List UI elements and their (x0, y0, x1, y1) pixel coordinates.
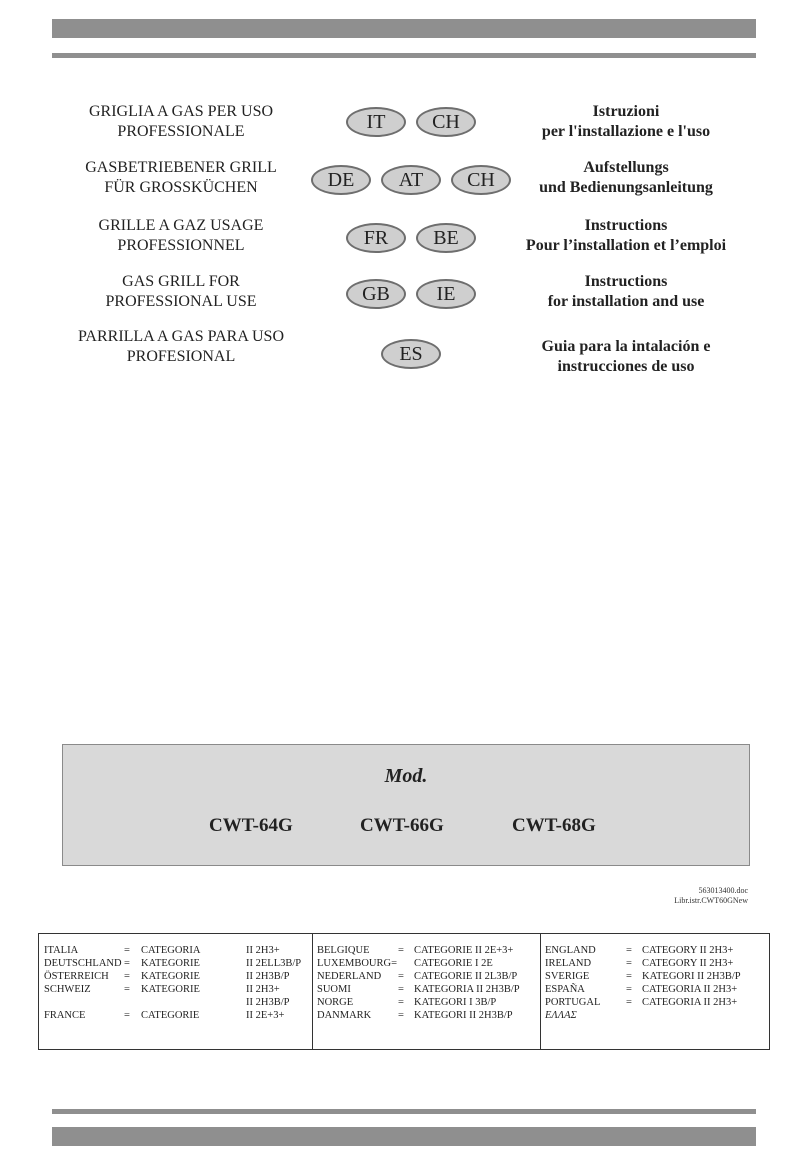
product-title (50, 272, 312, 312)
country-name: SVERIGE (545, 971, 590, 982)
top-decorative-rule (52, 53, 756, 58)
instructions-line: instrucciones de uso (557, 358, 695, 375)
country-name: DEUTSCHLAND (44, 958, 122, 969)
language-row-fr (0, 216, 808, 260)
category-label: KATEGORI II 2H3B/P (414, 1010, 513, 1021)
category-row (541, 944, 771, 957)
equals-sign: = (398, 1010, 404, 1021)
category-code: II 2ELL3B/P (246, 958, 302, 969)
model-label: Mod. (384, 765, 428, 787)
category-code: II 2E+3+ (246, 1010, 285, 1021)
country-name: ESPAÑA (545, 984, 585, 995)
category-code: II 2H3B/P (246, 997, 290, 1008)
category-label: KATEGORIE (141, 971, 200, 982)
country-name: BELGIQUE (317, 945, 370, 956)
product-title-line: PROFESSIONAL USE (105, 293, 257, 310)
instructions-title (510, 216, 742, 256)
gas-category-table (38, 933, 770, 1050)
instructions-title (510, 102, 742, 142)
country-badge: IE (416, 279, 476, 309)
language-row-gb (0, 272, 808, 316)
country-name: LUXEMBOURG= (317, 958, 398, 969)
equals-sign: = (124, 984, 130, 995)
country-badge: FR (346, 223, 406, 253)
equals-sign: = (626, 945, 632, 956)
country-badge: DE (311, 165, 371, 195)
top-decorative-bar (52, 19, 756, 38)
category-label: CATEGORY II 2H3+ (642, 945, 734, 956)
country-badge: ES (381, 339, 441, 369)
country-name: NEDERLAND (317, 971, 382, 982)
instructions-line: Instructions (584, 217, 668, 234)
product-title-line: PROFESSIONALE (117, 123, 245, 140)
model-name: CWT-66G (360, 815, 444, 836)
country-name: IRELAND (545, 958, 592, 969)
equals-sign: = (398, 984, 404, 995)
country-name: DANMARK (317, 1010, 372, 1021)
document-library: Libr.istr.CWT60GNew (674, 896, 748, 905)
instructions-title (510, 158, 742, 198)
equals-sign: = (398, 997, 404, 1008)
country-name: ΕΛΛΑΣ (545, 1010, 577, 1021)
category-row (39, 970, 312, 983)
country-name: SUOMI (317, 984, 351, 995)
category-label: KATEGORIE (141, 958, 200, 969)
model-name: CWT-68G (512, 815, 596, 836)
country-badge: GB (346, 279, 406, 309)
category-row (313, 944, 540, 957)
category-row (313, 957, 540, 970)
category-row (313, 983, 540, 996)
instructions-title (510, 337, 742, 377)
category-row (541, 957, 771, 970)
country-badge: BE (416, 223, 476, 253)
bottom-decorative-bar (52, 1127, 756, 1146)
equals-sign: = (626, 971, 632, 982)
country-name: NORGE (317, 997, 354, 1008)
category-label: CATEGORIE II 2L3B/P (414, 971, 518, 982)
category-row (541, 996, 771, 1009)
equals-sign: = (398, 945, 404, 956)
instructions-line: Instructions (584, 273, 668, 290)
language-row-es (0, 327, 808, 375)
product-title-line: PROFESIONAL (126, 348, 236, 365)
category-label: CATEGORIE (141, 1010, 200, 1021)
country-badge: CH (451, 165, 511, 195)
category-code: II 2H3B/P (246, 971, 290, 982)
instructions-line: und Bedienungsanleitung (539, 179, 713, 196)
category-row (541, 970, 771, 983)
product-title-line: FÜR GROSSKÜCHEN (104, 179, 258, 196)
category-row (313, 996, 540, 1009)
country-name: ITALIA (44, 945, 79, 956)
country-badge: IT (346, 107, 406, 137)
country-name: ENGLAND (545, 945, 596, 956)
country-name: ÖSTERREICH (44, 971, 109, 982)
equals-sign: = (626, 958, 632, 969)
product-title-line: PARRILLA A GAS PARA USO (77, 328, 284, 345)
category-row (313, 970, 540, 983)
instructions-line: Aufstellungs (583, 159, 669, 176)
equals-sign: = (626, 984, 632, 995)
instructions-line: for installation and use (547, 293, 705, 310)
product-title-line: GASBETRIEBENER GRILL (85, 159, 277, 176)
language-row-de (0, 158, 808, 202)
category-row (39, 944, 312, 957)
instructions-title (510, 272, 742, 312)
model-name: CWT-64G (209, 815, 293, 836)
country-name: PORTUGAL (545, 997, 601, 1008)
category-label: CATEGORIE II 2E+3+ (414, 945, 514, 956)
category-label: CATEGORIE I 2E (414, 958, 493, 969)
equals-sign: = (124, 958, 130, 969)
bottom-decorative-rule (52, 1109, 756, 1114)
language-row-it (0, 102, 808, 146)
product-title-line: GRIGLIA A GAS PER USO (88, 103, 274, 120)
instructions-line: per l'installazione e l'uso (541, 123, 711, 140)
product-title (50, 216, 312, 256)
model-box (62, 744, 750, 866)
category-label: CATEGORY II 2H3+ (642, 958, 734, 969)
category-row (39, 1009, 312, 1022)
country-name: SCHWEIZ (44, 984, 91, 995)
country-badge: AT (381, 165, 441, 195)
category-row (39, 983, 312, 996)
product-title (50, 102, 312, 142)
category-code: II 2H3+ (246, 984, 280, 995)
category-label: KATEGORIE (141, 984, 200, 995)
category-label: KATEGORIA II 2H3B/P (414, 984, 520, 995)
category-column (541, 934, 771, 1049)
instructions-line: Guia para la intalación e (541, 338, 711, 355)
instructions-line: Pour l’installation et l’emploi (525, 237, 727, 254)
category-column (313, 934, 541, 1049)
product-title (50, 158, 312, 198)
country-name: FRANCE (44, 1010, 86, 1021)
country-badge: CH (416, 107, 476, 137)
product-title (50, 327, 312, 367)
category-label: KATEGORI II 2H3B/P (642, 971, 741, 982)
category-row (313, 1009, 540, 1022)
equals-sign: = (124, 1010, 130, 1021)
equals-sign: = (626, 997, 632, 1008)
category-row (541, 983, 771, 996)
category-label: CATEGORIA II 2H3+ (642, 997, 738, 1008)
product-title-line: GRILLE A GAZ USAGE (98, 217, 264, 234)
equals-sign: = (124, 971, 130, 982)
category-code: II 2H3+ (246, 945, 280, 956)
category-label: KATEGORI I 3B/P (414, 997, 497, 1008)
category-row (541, 1009, 771, 1022)
equals-sign: = (124, 945, 130, 956)
category-column (39, 934, 313, 1049)
equals-sign: = (398, 971, 404, 982)
category-row (39, 996, 312, 1009)
instructions-line: Istruzioni (592, 103, 660, 120)
category-label: CATEGORIA II 2H3+ (642, 984, 738, 995)
category-row (39, 957, 312, 970)
category-label: CATEGORIA (141, 945, 201, 956)
document-id: 563013400.doc (698, 886, 748, 895)
product-title-line: PROFESSIONNEL (117, 237, 245, 254)
product-title-line: GAS GRILL FOR (122, 273, 240, 290)
